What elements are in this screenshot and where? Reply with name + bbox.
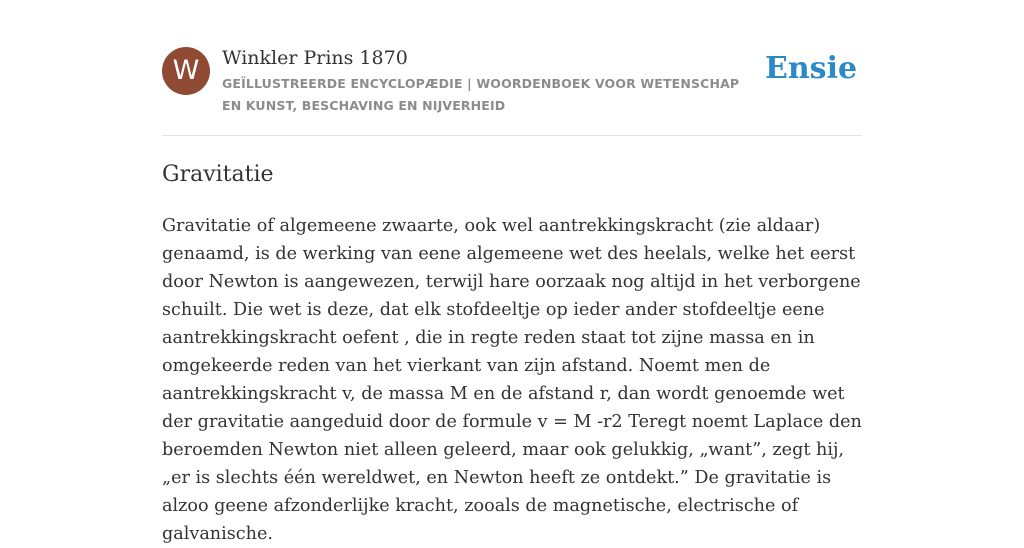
entry-body: Gravitatie of algemeene zwaarte, ook wel aantrekkingskracht (zie aldaar) genaamd, is de werking van eene algemeene wet des heelals, welke het eerst door Newton is aangewezen, terwijl hare oorzaak nog altijd in het verborgene schuilt. Die wet is deze, dat elk stofdeeltje op ieder ander stofdeeltje eene aantrekkingskracht oefent , die in regte reden staat tot zijne massa en in omgekeerde reden van het vierkant van zijn afstand. Noemt men de aantrekkingskracht v, de massa M en de afstand r, dan wordt genoemde wet der gravitatie aangeduid door de formule v = M -r2 Teregt noemt Laplace den beroemden Newton niet alleen geleerd, maar ook gelukkig, „want”, zegt hij, „er is slechts één wereldwet, en Newton heeft ze ontdekt.” De gravitatie is alzoo geene afzonderlijke kracht, zooals de magnetische, electrische of galvanische.	[162, 216, 862, 544]
entry-title: Gravitatie	[162, 162, 274, 187]
ensie-logo[interactable]: Ensie	[765, 51, 858, 86]
source-title[interactable]: Winkler Prins 1870	[222, 47, 408, 69]
source-avatar[interactable]: W	[162, 47, 210, 95]
page-header	[162, 46, 862, 116]
header-divider	[162, 135, 862, 136]
source-subtitle: GEÏLLUSTREERDE ENCYCLOPÆDIE | WOORDENBOEK VOOR WETENSCHAP EN KUNST, BESCHAVING EN NIJVERHEID	[222, 76, 740, 113]
